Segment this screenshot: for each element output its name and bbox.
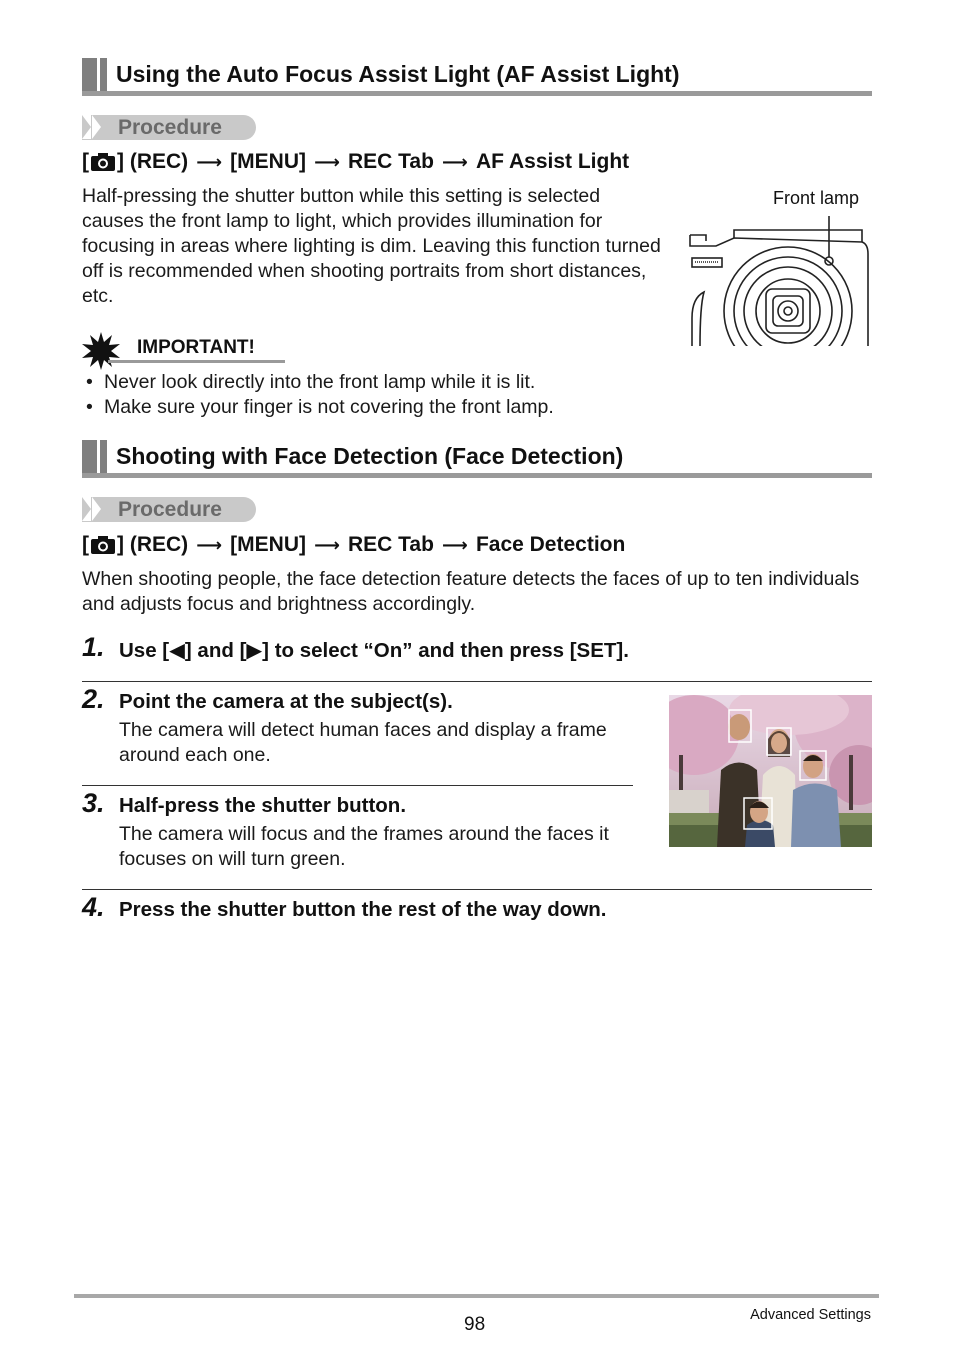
step-number: 1. xyxy=(82,632,105,662)
footer-section-name: Advanced Settings xyxy=(750,1307,871,1323)
footer-rule xyxy=(74,1294,879,1298)
step-number: 4. xyxy=(82,892,105,922)
list-item: • Make sure your finger is not covering the front lamp. xyxy=(86,396,554,418)
important-underline xyxy=(108,360,285,363)
list-item: • Never look directly into the front lamp while it is lit. xyxy=(86,371,536,393)
arrow-right-icon: ⟶ xyxy=(314,151,340,172)
arrow-right-icon: ⟶ xyxy=(314,534,340,555)
left-arrow-icon: ◀ xyxy=(169,639,185,662)
face-detection-description: When shooting people, the face detection feature detects the faces of up to ten individuals and adjusts focus and brightness accordingly. xyxy=(82,568,860,615)
procedure-label: Procedure xyxy=(82,115,256,140)
camera-icon xyxy=(90,535,116,555)
section-title: Using the Auto Focus Assist Light (AF Assist Light) xyxy=(116,61,680,87)
menu-path: [ ] (REC) ⟶ [MENU] ⟶ REC Tab ⟶ AF Assist Light xyxy=(82,150,630,173)
arrow-right-icon: ⟶ xyxy=(196,151,223,172)
important-burst-icon xyxy=(82,332,120,370)
step-title: Point the camera at the subject(s). xyxy=(119,690,453,713)
right-arrow-icon: ▶ xyxy=(246,639,263,662)
divider xyxy=(82,681,872,682)
step-description: The camera will focus and the frames around the faces it focuses on will turn green. xyxy=(119,823,609,870)
step-title: Use [◀] and [▶] to select “On” and then press [SET]. xyxy=(119,639,629,662)
section-heading-af-assist xyxy=(82,58,872,96)
front-lamp-label: Front lamp xyxy=(773,188,860,208)
camera-front-illustration xyxy=(686,210,872,348)
step-title: Press the shutter button the rest of the way down. xyxy=(119,898,607,921)
camera-icon xyxy=(90,152,116,172)
step-title: Half-press the shutter button. xyxy=(119,794,407,817)
page-number: 98 xyxy=(464,1314,486,1335)
arrow-right-icon: ⟶ xyxy=(442,534,468,555)
af-assist-description: Half-pressing the shutter button while this setting is selected causes the front lamp to light, which provides illumination for focusing in areas where lighting is dim. Leaving this function turned off is recommended when shooting portraits from short distances, etc. xyxy=(82,185,661,307)
step-number: 3. xyxy=(82,788,105,818)
arrow-right-icon: ⟶ xyxy=(442,151,468,172)
menu-path: [ ] (REC) ⟶ [MENU] ⟶ REC Tab ⟶ Face Detection xyxy=(82,533,626,556)
step-description: The camera will detect human faces and display a frame around each one. xyxy=(119,719,607,766)
face-detection-photo xyxy=(669,695,872,847)
section-heading-face-detection xyxy=(82,440,872,478)
arrow-right-icon: ⟶ xyxy=(196,534,223,555)
important-label: IMPORTANT! xyxy=(137,337,255,358)
step-number: 2. xyxy=(82,684,105,714)
section-title: Shooting with Face Detection (Face Detection) xyxy=(116,443,624,469)
divider xyxy=(82,889,872,890)
procedure-label: Procedure xyxy=(82,497,256,522)
divider xyxy=(82,785,633,786)
